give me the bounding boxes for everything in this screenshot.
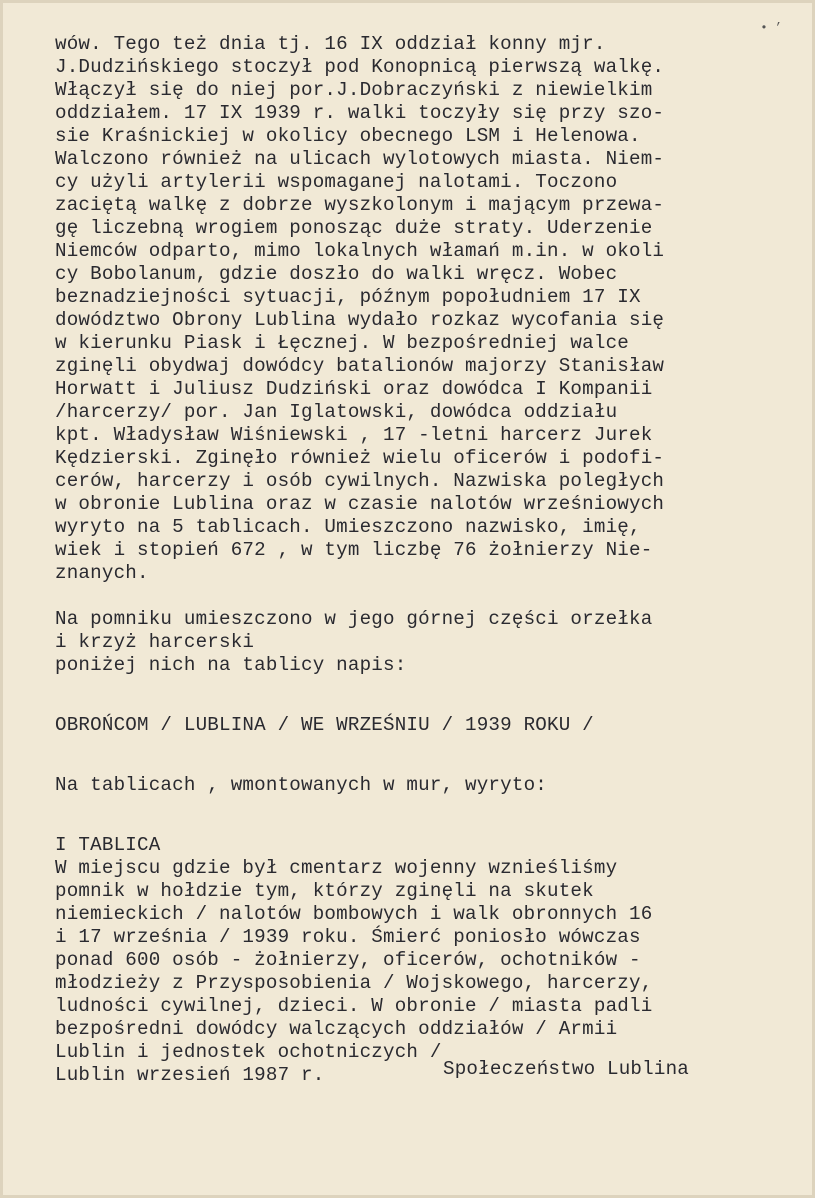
text-line: cy użyli artylerii wspomaganej nalotami. Toczono [55, 171, 618, 193]
text-line: Włączył się do niej por.J.Dobraczyński z niewielkim [55, 79, 653, 101]
text-line: znanych. [55, 562, 149, 584]
text-line: Kędzierski. Zginęło również wielu oficerów i podofi- [55, 447, 665, 469]
text-line: Walczono również na ulicach wylotowych miasta. Niem- [55, 148, 665, 170]
tablet-text [55, 857, 815, 1064]
text-line: pomnik w hołdzie tym, którzy zginęli na skutek [55, 880, 594, 902]
document-text [55, 33, 815, 1087]
text-line: cy Bobolanum, gdzie doszło do walki wręcz. Wobec [55, 263, 618, 285]
corner-mark: • ’ [760, 21, 782, 35]
inscription: OBROŃCOM / LUBLINA / WE WRZEŚNIU / 1939 ROKU / [55, 714, 594, 736]
text-line: wyryto na 5 tablicach. Umieszczono nazwisko, imię, [55, 516, 641, 538]
text-line: Na pomniku umieszczono w jego górnej części orzełka [55, 608, 653, 630]
text-line: zaciętą walkę z dobrze wyszkolonym i mającym przewa- [55, 194, 665, 216]
text-line: beznadziejności sytuacji, późnym popołudniem 17 IX [55, 286, 641, 308]
text-line: wów. Tego też dnia tj. 16 IX oddział konny mjr. [55, 33, 606, 55]
text-line: gę liczebną wrogiem ponosząc duże straty. Uderzenie [55, 217, 653, 239]
text-line: cerów, harcerzy i osób cywilnych. Nazwiska poległych [55, 470, 665, 492]
text-line: niemieckich / nalotów bombowych i walk obronnych 16 [55, 903, 653, 925]
text-line: /harcerzy/ por. Jan Iglatowski, dowódca oddziału [55, 401, 618, 423]
tablet-heading: I TABLICA [55, 834, 161, 856]
text-line: bezpośredni dowódcy walczących oddziałów / Armii [55, 1018, 618, 1040]
text-line: wiek i stopień 672 , w tym liczbę 76 żołnierzy Nie- [55, 539, 653, 561]
signature: Społeczeństwo Lublina [443, 1058, 690, 1080]
text-line: dowództwo Obrony Lublina wydało rozkaz wycofania się [55, 309, 665, 331]
text-line: i krzyż harcerski [55, 631, 255, 653]
text-line: ludności cywilnej, dzieci. W obronie / miasta padli [55, 995, 653, 1017]
text-line: Lublin i jednostek ochotniczych / [55, 1041, 442, 1063]
text-line: młodzieży z Przysposobienia / Wojskowego, harcerzy, [55, 972, 653, 994]
paragraph-monument [55, 608, 815, 677]
text-line: Niemców odparto, mimo lokalnych włamań m.in. w okoli [55, 240, 665, 262]
paragraph-main [55, 33, 815, 585]
text-line: w obronie Lublina oraz w czasie nalotów wrześniowych [55, 493, 665, 515]
text-line: J.Dudzińskiego stoczył pod Konopnicą pierwszą walkę. [55, 56, 665, 78]
text-line: Horwatt i Juliusz Dudziński oraz dowódca I Kompanii [55, 378, 653, 400]
text-line: ponad 600 osób - żołnierzy, oficerów, ochotników - [55, 949, 641, 971]
text-line: oddziałem. 17 IX 1939 r. walki toczyły się przy szo- [55, 102, 665, 124]
text-line: zginęli obydwaj dowódcy batalionów majorzy Stanisław [55, 355, 665, 377]
text-line: W miejscu gdzie był cmentarz wojenny wznieśliśmy [55, 857, 618, 879]
place-date: Lublin wrzesień 1987 r. [55, 1064, 325, 1086]
text-line: w kierunku Piask i Łęcznej. W bezpośredniej walce [55, 332, 630, 354]
text-line: sie Kraśnickiej w okolicy obecnego LSM i Helenowa. [55, 125, 641, 147]
tablets-intro: Na tablicach , wmontowanych w mur, wyryto: [55, 774, 548, 796]
footer [55, 1058, 815, 1087]
text-line: i 17 września / 1939 roku. Śmierć poniosło wówczas [55, 926, 641, 948]
text-line: kpt. Władysław Wiśniewski , 17 -letni harcerz Jurek [55, 424, 653, 446]
text-line: poniżej nich na tablicy napis: [55, 654, 407, 676]
